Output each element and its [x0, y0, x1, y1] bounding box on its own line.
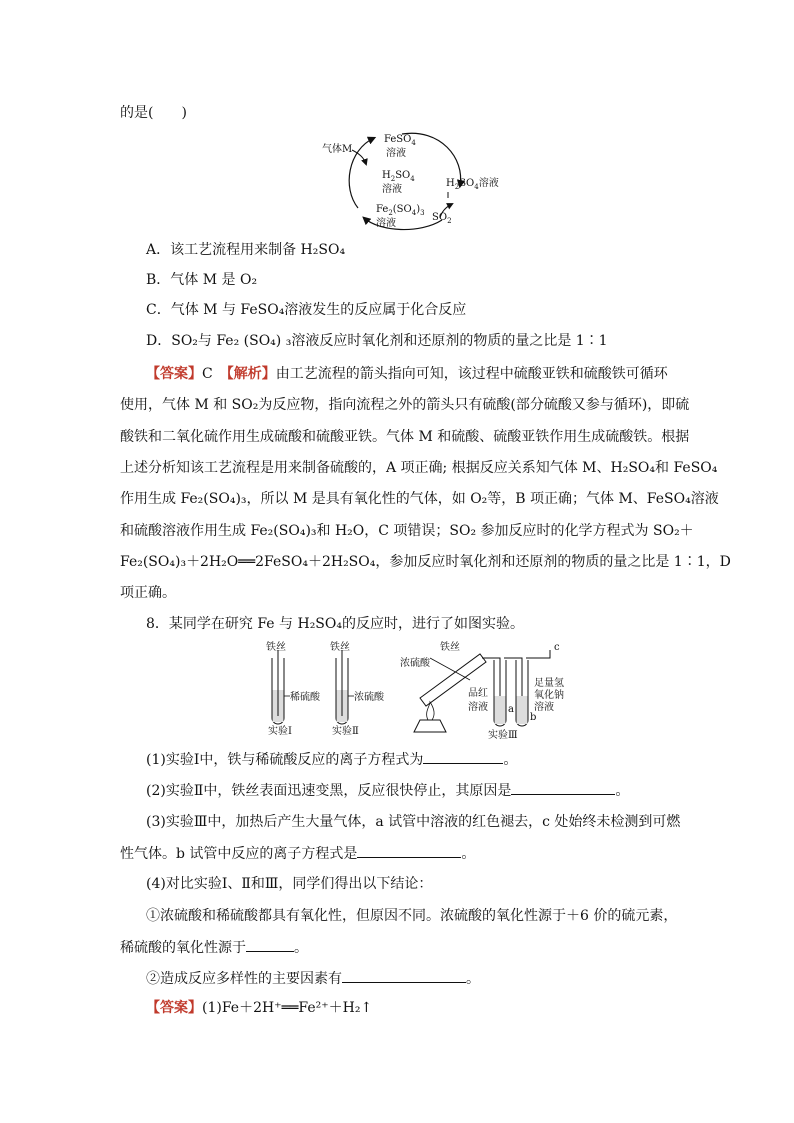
exp2-label: 实验Ⅱ — [332, 726, 359, 737]
feso4-solution-label: 溶液 — [386, 148, 406, 159]
answer-blank[interactable] — [511, 780, 615, 795]
q8-part1: (1)实验Ⅰ中，铁与稀硫酸反应的离子方程式为 。 — [146, 749, 517, 770]
answer-blank[interactable] — [423, 749, 503, 764]
exp2-conc-label: 浓硫酸 — [354, 692, 384, 703]
h2so4-label: $H_2SO_4$ — [382, 170, 415, 183]
answer-blank[interactable] — [246, 937, 294, 952]
h2so4-solution-label: 溶液 — [382, 184, 402, 195]
q7-option-b: B．气体 M 是 O₂ — [146, 272, 258, 288]
q8-part4-2: ②造成反应多样性的主要因素有 。 — [146, 968, 480, 989]
feso4-label: FeSO$_4$ — [384, 134, 416, 147]
q7-stem-tail: 的是( ) — [120, 105, 187, 121]
analysis-line-7: Fe₂(SO₄)₃＋2H₂O══2FeSO₄＋2H₂SO₄，参加反应时氧化剂和还原剂的物质的量之比是 1∶1，D — [120, 554, 731, 570]
q8-stem: 8．某同学在研究 Fe 与 H₂SO₄的反应时，进行了如图实验。 — [146, 616, 524, 632]
q7-cycle-diagram — [320, 128, 510, 234]
exp3-naoh-2: 氧化钠 — [534, 690, 564, 701]
q8-answer-1: (1)Fe＋2H⁺══Fe²⁺＋H₂↑ — [202, 1000, 373, 1016]
exp3-b-label: b — [530, 712, 537, 723]
q7-option-a: A．该工艺流程用来制备 H₂SO₄ — [146, 242, 346, 258]
exp3-wire-label: 铁丝 — [440, 642, 460, 653]
fe2so43-solution-label: 溶液 — [376, 218, 396, 229]
analysis-line-2: 使用，气体 M 和 SO₂为反应物，指向流程之外的箭头只有硫酸(部分硫酸又参与循环)，即硫 — [120, 397, 690, 413]
analysis-line-3: 酸铁和二氧化硫作用生成硫酸和硫酸亚铁。气体 M 和硫酸、硫酸亚铁作用生成硫酸铁。根据 — [120, 429, 690, 445]
answer-blank[interactable] — [357, 843, 461, 858]
exp2-tube — [336, 650, 354, 724]
q8-experiment-figure — [260, 640, 580, 740]
exp3-a-label: a — [508, 704, 514, 715]
q7-option-d: D．SO₂与 Fe₂ (SO₄) ₃溶液反应时氧化剂和还原剂的物质的量之比是 1∶1 — [146, 333, 608, 349]
h2so4-out-label: $H_2SO_4$溶液 — [446, 178, 499, 191]
analysis-line-6: 和硫酸溶液作用生成 Fe₂(SO₄)₃和 H₂O，C 项错误；SO₂ 参加反应时的化学方程式为 SO₂＋ — [120, 523, 694, 539]
exp3-c-label: c — [554, 642, 560, 653]
q8-answer-line — [146, 998, 372, 1018]
exp3-naoh-1: 足量氢 — [534, 678, 564, 689]
gas-m-label: 气体M — [322, 144, 353, 155]
answer-blank[interactable] — [342, 968, 466, 983]
exp3-conc-label: 浓硫酸 — [400, 658, 430, 669]
exp2-wire-label: 铁丝 — [330, 642, 350, 653]
q8-part4: (4)对比实验Ⅰ、Ⅱ和Ⅲ，同学们得出以下结论： — [146, 876, 433, 892]
answer-tag: 【答案】 — [146, 366, 202, 382]
q8-part3-line1: (3)实验Ⅲ中，加热后产生大量气体，a 试管中溶液的红色褪去，c 处始终未检测到可燃 — [146, 814, 681, 830]
analysis-tag: 【解析】 — [226, 366, 276, 382]
q8-part4-1-line1: ①浓硫酸和稀硫酸都具有氧化性，但原因不同。浓硫酸的氧化性源于＋6 价的硫元素， — [146, 908, 678, 924]
exp1-dilute-label: 稀硫酸 — [290, 692, 320, 703]
exp3-pinhong-label: 品红 — [468, 688, 488, 699]
q8-part4-1-line2: 稀硫酸的氧化性源于 。 — [120, 937, 308, 958]
q7-answer: C — [202, 366, 213, 382]
q7-option-c: C．气体 M 与 FeSO₄溶液发生的反应属于化合反应 — [146, 302, 467, 318]
exp3-rongye-label: 溶液 — [468, 702, 488, 713]
q8-part3-line2: 性气体。b 试管中反应的离子方程式是 。 — [120, 843, 475, 864]
exp3-naoh-3: 溶液 — [534, 702, 554, 713]
analysis-line-5: 作用生成 Fe₂(SO₄)₃，所以 M 是具有氧化性的气体，如 O₂等，B 项正确；气体 M、FeSO₄溶液 — [120, 491, 719, 507]
q8-part2: (2)实验Ⅱ中，铁丝表面迅速变黑，反应很快停止，其原因是 。 — [146, 780, 629, 801]
answer-tag: 【答案】 — [146, 1000, 202, 1016]
analysis-line-4: 上述分析知该工艺流程是用来制备硫酸的，A 项正确; 根据反应关系知气体 M、H₂SO₄和 FeSO₄ — [120, 460, 718, 476]
analysis-line-1: 由工艺流程的箭头指向可知，该过程中硫酸亚铁和硫酸铁可循环 — [275, 366, 668, 382]
exp1-wire-label: 铁丝 — [266, 642, 286, 653]
cycle-arc-left — [349, 138, 374, 208]
exp3-label: 实验Ⅲ — [488, 730, 518, 740]
fe2so43-label: $Fe_2(SO_4)_3$ — [376, 204, 425, 217]
q7-answer-line — [146, 364, 668, 384]
exp1-tube — [272, 650, 290, 724]
so2-label: $SO_2$ — [432, 212, 452, 225]
exp1-label: 实验Ⅰ — [268, 726, 292, 737]
analysis-line-8: 项正确。 — [120, 585, 176, 601]
